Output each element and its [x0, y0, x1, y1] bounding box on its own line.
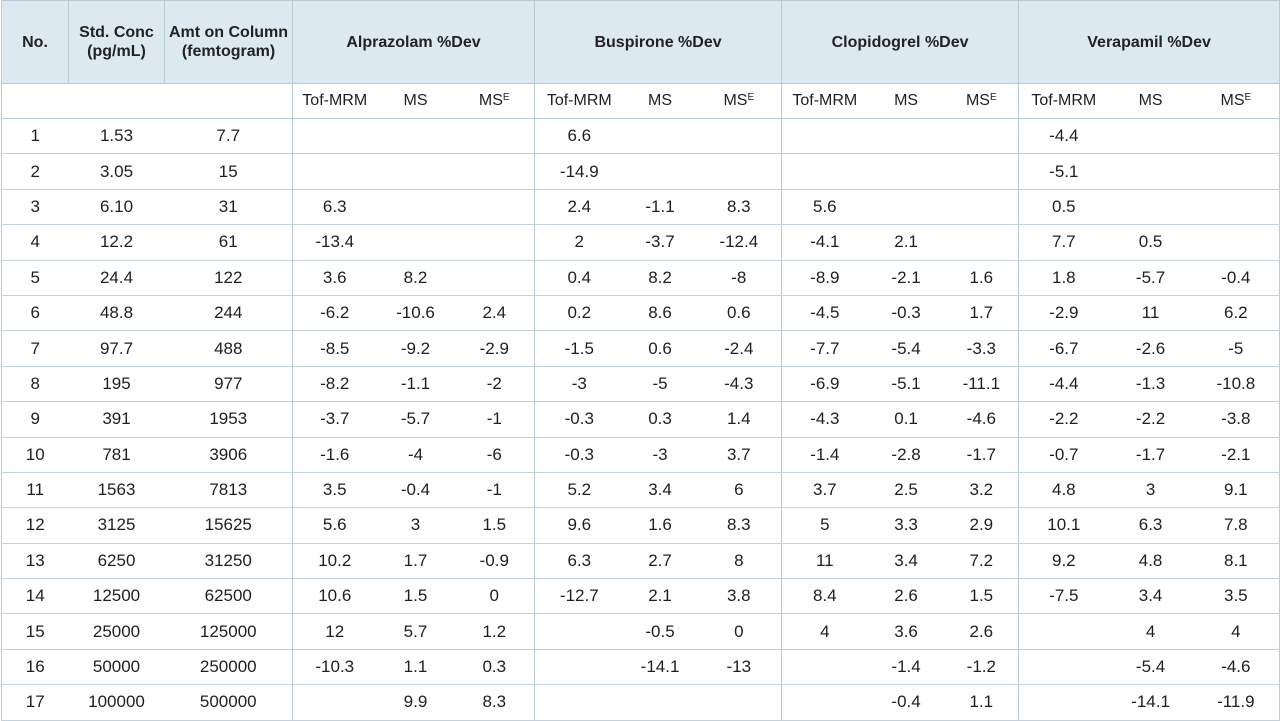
table-cell: 6: [697, 472, 782, 507]
table-cell: 0: [697, 614, 782, 649]
table-cell: 244: [165, 295, 293, 330]
table-cell: [624, 119, 697, 154]
table-cell: -0.3: [535, 402, 624, 437]
table-cell: 1563: [69, 472, 165, 507]
table-cell: -0.4: [377, 472, 455, 507]
table-cell: 977: [165, 366, 293, 401]
subheader-mse: $MS^E$: [455, 84, 535, 119]
table-cell: 100000: [69, 685, 165, 720]
table-cell: -4.1: [782, 225, 868, 260]
table-cell: -2.4: [697, 331, 782, 366]
table-cell: 2.4: [455, 295, 535, 330]
table-cell: -3.7: [624, 225, 697, 260]
table-cell: 8.3: [697, 189, 782, 224]
table-cell: 11: [782, 543, 868, 578]
table-cell: 3125: [69, 508, 165, 543]
table-cell: -1.1: [377, 366, 455, 401]
table-cell: -0.3: [535, 437, 624, 472]
table-cell: 2.6: [868, 579, 945, 614]
table-cell: -2.9: [1019, 295, 1109, 330]
table-cell: 2.5: [868, 472, 945, 507]
table-cell: 1.5: [945, 579, 1019, 614]
table-cell: -2.1: [1193, 437, 1280, 472]
table-cell: 8.6: [624, 295, 697, 330]
table-cell: -1.2: [945, 649, 1019, 684]
deviation-table: [1, 0, 1280, 721]
table-cell: 6.3: [293, 189, 377, 224]
table-cell: [945, 119, 1019, 154]
table-cell: 8.2: [624, 260, 697, 295]
table-cell: 7.2: [945, 543, 1019, 578]
table-cell: 3906: [165, 437, 293, 472]
table-cell: [868, 189, 945, 224]
table-cell: 9.9: [377, 685, 455, 720]
table-cell: [697, 685, 782, 720]
table-cell: [535, 685, 624, 720]
table-cell: [782, 685, 868, 720]
table-cell: -6: [455, 437, 535, 472]
table-cell: 1.5: [455, 508, 535, 543]
table-cell: 10.1: [1019, 508, 1109, 543]
table-cell: 3.4: [868, 543, 945, 578]
table-cell: 4: [782, 614, 868, 649]
table-cell: 10.2: [293, 543, 377, 578]
subheader-ms: MS: [868, 84, 945, 119]
table-cell: 0.2: [535, 295, 624, 330]
table-cell: 3.3: [868, 508, 945, 543]
subheader-blank: [69, 84, 165, 119]
table-cell: -1: [455, 402, 535, 437]
table-cell: 5: [2, 260, 69, 295]
table-cell: 5.7: [377, 614, 455, 649]
table-cell: 17: [2, 685, 69, 720]
subheader-row: [2, 84, 1280, 119]
table-cell: 5.6: [293, 508, 377, 543]
table-cell: 125000: [165, 614, 293, 649]
table-cell: [455, 154, 535, 189]
table-cell: -14.1: [1109, 685, 1193, 720]
table-cell: 12: [2, 508, 69, 543]
table-cell: 62500: [165, 579, 293, 614]
subheader-blank: [2, 84, 69, 119]
table-cell: 1.6: [945, 260, 1019, 295]
table-cell: 9.2: [1019, 543, 1109, 578]
table-row: [2, 685, 1280, 720]
col-header-amt-on-column: Amt on Column (femtogram): [165, 1, 293, 84]
table-cell: 4: [1109, 614, 1193, 649]
table-cell: [624, 154, 697, 189]
table-cell: 391: [69, 402, 165, 437]
table-cell: [1193, 189, 1280, 224]
table-row: [2, 119, 1280, 154]
table-row: [2, 154, 1280, 189]
table-cell: 15: [2, 614, 69, 649]
table-cell: [535, 614, 624, 649]
table-cell: 7.8: [1193, 508, 1280, 543]
table-cell: -11.9: [1193, 685, 1280, 720]
table-cell: -0.7: [1019, 437, 1109, 472]
subheader-tof-mrm: Tof-MRM: [782, 84, 868, 119]
table-cell: 122: [165, 260, 293, 295]
table-cell: -0.4: [868, 685, 945, 720]
table-cell: -3: [624, 437, 697, 472]
table-cell: -4.5: [782, 295, 868, 330]
table-cell: 31250: [165, 543, 293, 578]
table-row: [2, 331, 1280, 366]
table-cell: -10.6: [377, 295, 455, 330]
table-cell: -6.9: [782, 366, 868, 401]
table-cell: [868, 154, 945, 189]
table-cell: [1193, 225, 1280, 260]
table-cell: 7813: [165, 472, 293, 507]
table-cell: 6250: [69, 543, 165, 578]
table-cell: 11: [2, 472, 69, 507]
subheader-ms: MS: [377, 84, 455, 119]
table-cell: [624, 685, 697, 720]
group-header-clopidogrel: Clopidogrel %Dev: [782, 1, 1019, 84]
table-cell: -5: [624, 366, 697, 401]
table-row: [2, 366, 1280, 401]
table-cell: 3.7: [697, 437, 782, 472]
table-cell: 4.8: [1109, 543, 1193, 578]
table-cell: [945, 154, 1019, 189]
subheader-tof-mrm: Tof-MRM: [535, 84, 624, 119]
table-cell: -4.6: [1193, 649, 1280, 684]
table-row: [2, 614, 1280, 649]
table-cell: -4.3: [697, 366, 782, 401]
table-cell: -12.4: [697, 225, 782, 260]
table-cell: 0.6: [624, 331, 697, 366]
table-cell: 6.3: [1109, 508, 1193, 543]
table-cell: -1.3: [1109, 366, 1193, 401]
table-cell: [293, 154, 377, 189]
table-cell: -1: [455, 472, 535, 507]
table-cell: 6.6: [535, 119, 624, 154]
table-cell: 2.9: [945, 508, 1019, 543]
table-cell: -7.5: [1019, 579, 1109, 614]
table-row: [2, 295, 1280, 330]
table-cell: 15625: [165, 508, 293, 543]
table-cell: 13: [2, 543, 69, 578]
table-cell: 195: [69, 366, 165, 401]
table-cell: -4: [377, 437, 455, 472]
table-cell: -14.9: [535, 154, 624, 189]
table-cell: 1.1: [377, 649, 455, 684]
table-cell: -4.4: [1019, 366, 1109, 401]
table-cell: 4.8: [1019, 472, 1109, 507]
table-cell: [377, 119, 455, 154]
table-cell: [1193, 119, 1280, 154]
table-cell: 8.3: [455, 685, 535, 720]
table-cell: 3.7: [782, 472, 868, 507]
table-cell: 1.53: [69, 119, 165, 154]
table-cell: 9: [2, 402, 69, 437]
table-cell: -1.4: [782, 437, 868, 472]
table-cell: 11: [1109, 295, 1193, 330]
table-cell: 8.1: [1193, 543, 1280, 578]
table-cell: -1.6: [293, 437, 377, 472]
table-cell: 0.6: [697, 295, 782, 330]
table-cell: 1.4: [697, 402, 782, 437]
table-cell: 8.2: [377, 260, 455, 295]
table-row: [2, 649, 1280, 684]
table-cell: [1109, 119, 1193, 154]
subheader-ms: MS: [624, 84, 697, 119]
table-cell: 1.1: [945, 685, 1019, 720]
table-cell: -8.9: [782, 260, 868, 295]
group-header-buspirone: Buspirone %Dev: [535, 1, 782, 84]
table-cell: -3: [535, 366, 624, 401]
subheader-ms: MS: [1109, 84, 1193, 119]
table-cell: [455, 189, 535, 224]
table-cell: 6.2: [1193, 295, 1280, 330]
table-cell: -0.3: [868, 295, 945, 330]
table-cell: -11.1: [945, 366, 1019, 401]
table-cell: 1: [2, 119, 69, 154]
table-cell: [868, 119, 945, 154]
table-row: [2, 189, 1280, 224]
table-cell: 15: [165, 154, 293, 189]
table-cell: 3: [1109, 472, 1193, 507]
header-row: [2, 1, 1280, 84]
table-cell: -2.1: [868, 260, 945, 295]
table-cell: [782, 119, 868, 154]
table-cell: -6.7: [1019, 331, 1109, 366]
table-cell: 3: [377, 508, 455, 543]
table-cell: 3: [2, 189, 69, 224]
table-cell: -10.3: [293, 649, 377, 684]
table-cell: 2: [535, 225, 624, 260]
table-cell: -12.7: [535, 579, 624, 614]
table-cell: -5.4: [1109, 649, 1193, 684]
table-cell: -2.9: [455, 331, 535, 366]
table-cell: -5: [1193, 331, 1280, 366]
table-row: [2, 472, 1280, 507]
table-cell: 3.05: [69, 154, 165, 189]
table-cell: -13.4: [293, 225, 377, 260]
table-cell: -6.2: [293, 295, 377, 330]
table-cell: 4: [2, 225, 69, 260]
group-header-verapamil: Verapamil %Dev: [1019, 1, 1280, 84]
table-cell: 12500: [69, 579, 165, 614]
table-cell: 781: [69, 437, 165, 472]
table-cell: -1.4: [868, 649, 945, 684]
table-body: [2, 119, 1280, 721]
table-cell: 0.3: [624, 402, 697, 437]
table-cell: [1019, 649, 1109, 684]
table-cell: 6: [2, 295, 69, 330]
table-cell: 5.2: [535, 472, 624, 507]
table-cell: -2: [455, 366, 535, 401]
col-header-std-conc: Std. Conc (pg/mL): [69, 1, 165, 84]
table-cell: 0.5: [1019, 189, 1109, 224]
table-cell: [697, 154, 782, 189]
table-cell: 31: [165, 189, 293, 224]
table-cell: 12.2: [69, 225, 165, 260]
table-cell: 250000: [165, 649, 293, 684]
table-cell: 3.6: [293, 260, 377, 295]
table-row: [2, 543, 1280, 578]
group-header-alprazolam: Alprazolam %Dev: [293, 1, 535, 84]
table-cell: [945, 225, 1019, 260]
table-cell: 2.1: [624, 579, 697, 614]
table-cell: 3.4: [624, 472, 697, 507]
table-cell: 24.4: [69, 260, 165, 295]
table-cell: -1.5: [535, 331, 624, 366]
table-row: [2, 402, 1280, 437]
table-cell: [945, 189, 1019, 224]
table-cell: -10.8: [1193, 366, 1280, 401]
table-cell: -8.2: [293, 366, 377, 401]
table-cell: -3.7: [293, 402, 377, 437]
table-cell: [1019, 614, 1109, 649]
table-cell: -1.7: [945, 437, 1019, 472]
table-cell: 8.3: [697, 508, 782, 543]
table-cell: -5.7: [377, 402, 455, 437]
table-cell: 1.6: [624, 508, 697, 543]
table-cell: -5.4: [868, 331, 945, 366]
table-cell: -14.1: [624, 649, 697, 684]
table-cell: 4: [1193, 614, 1280, 649]
col-header-no: No.: [2, 1, 69, 84]
table-cell: -2.8: [868, 437, 945, 472]
table-cell: 1953: [165, 402, 293, 437]
table-cell: 5: [782, 508, 868, 543]
table-cell: 0: [455, 579, 535, 614]
table-cell: 0.4: [535, 260, 624, 295]
table-cell: -8.5: [293, 331, 377, 366]
table-cell: 48.8: [69, 295, 165, 330]
table-cell: 9.6: [535, 508, 624, 543]
table-cell: -0.4: [1193, 260, 1280, 295]
table-cell: 5.6: [782, 189, 868, 224]
table-cell: 500000: [165, 685, 293, 720]
table-row: [2, 437, 1280, 472]
table-cell: 8.4: [782, 579, 868, 614]
table-cell: -0.5: [624, 614, 697, 649]
table-cell: -5.7: [1109, 260, 1193, 295]
subheader-mse: $MS^E$: [697, 84, 782, 119]
table-cell: 10.6: [293, 579, 377, 614]
table-cell: -7.7: [782, 331, 868, 366]
table-cell: [455, 225, 535, 260]
table-cell: 1.7: [945, 295, 1019, 330]
table-cell: 1.5: [377, 579, 455, 614]
table-cell: 7.7: [1019, 225, 1109, 260]
table-cell: 12: [293, 614, 377, 649]
table-cell: 16: [2, 649, 69, 684]
table-cell: 3.2: [945, 472, 1019, 507]
table-row: [2, 508, 1280, 543]
table-row: [2, 260, 1280, 295]
table-cell: -5.1: [868, 366, 945, 401]
table-cell: 8: [2, 366, 69, 401]
table-cell: 2.6: [945, 614, 1019, 649]
table-cell: 2.4: [535, 189, 624, 224]
table-cell: 2: [2, 154, 69, 189]
table-cell: 0.5: [1109, 225, 1193, 260]
subheader-tof-mrm: Tof-MRM: [1019, 84, 1109, 119]
table-cell: 9.1: [1193, 472, 1280, 507]
table-cell: 6.3: [535, 543, 624, 578]
table-cell: -3.8: [1193, 402, 1280, 437]
table-cell: 3.8: [697, 579, 782, 614]
table-cell: 3.5: [293, 472, 377, 507]
table-cell: 50000: [69, 649, 165, 684]
table-cell: 3.4: [1109, 579, 1193, 614]
table-cell: 1.8: [1019, 260, 1109, 295]
table-cell: [782, 649, 868, 684]
table-cell: [377, 189, 455, 224]
table-cell: [377, 154, 455, 189]
table-cell: -2.6: [1109, 331, 1193, 366]
table-cell: [293, 685, 377, 720]
table-row: [2, 579, 1280, 614]
table-cell: 10: [2, 437, 69, 472]
table-row: [2, 225, 1280, 260]
table-cell: -2.2: [1019, 402, 1109, 437]
table-cell: 0.3: [455, 649, 535, 684]
subheader-blank: [165, 84, 293, 119]
table-cell: -9.2: [377, 331, 455, 366]
table-cell: -4.3: [782, 402, 868, 437]
table-cell: 488: [165, 331, 293, 366]
table-cell: -1.7: [1109, 437, 1193, 472]
table-cell: 14: [2, 579, 69, 614]
table-cell: -8: [697, 260, 782, 295]
table-cell: [293, 119, 377, 154]
table-cell: [1193, 154, 1280, 189]
table-cell: -1.1: [624, 189, 697, 224]
table-cell: -3.3: [945, 331, 1019, 366]
table-cell: 0.1: [868, 402, 945, 437]
table-cell: -5.1: [1019, 154, 1109, 189]
table-cell: 8: [697, 543, 782, 578]
table-cell: [1109, 154, 1193, 189]
table-cell: 2.7: [624, 543, 697, 578]
table-cell: [1109, 189, 1193, 224]
subheader-mse: $MS^E$: [945, 84, 1019, 119]
subheader-mse: $MS^E$: [1193, 84, 1280, 119]
table-cell: -13: [697, 649, 782, 684]
table-cell: 3.6: [868, 614, 945, 649]
subheader-tof-mrm: Tof-MRM: [293, 84, 377, 119]
table-cell: 1.7: [377, 543, 455, 578]
table-cell: -4.6: [945, 402, 1019, 437]
table-cell: -4.4: [1019, 119, 1109, 154]
table-cell: [377, 225, 455, 260]
table-cell: -2.2: [1109, 402, 1193, 437]
table-cell: 6.10: [69, 189, 165, 224]
table-cell: [1019, 685, 1109, 720]
table-cell: 2.1: [868, 225, 945, 260]
table-cell: [455, 119, 535, 154]
table-cell: 61: [165, 225, 293, 260]
table-cell: [782, 154, 868, 189]
table-cell: [697, 119, 782, 154]
table-cell: 3.5: [1193, 579, 1280, 614]
table-cell: 25000: [69, 614, 165, 649]
table-cell: 1.2: [455, 614, 535, 649]
table-cell: 97.7: [69, 331, 165, 366]
table-cell: -0.9: [455, 543, 535, 578]
table-cell: 7.7: [165, 119, 293, 154]
table-cell: [535, 649, 624, 684]
table-cell: 7: [2, 331, 69, 366]
table-cell: [455, 260, 535, 295]
